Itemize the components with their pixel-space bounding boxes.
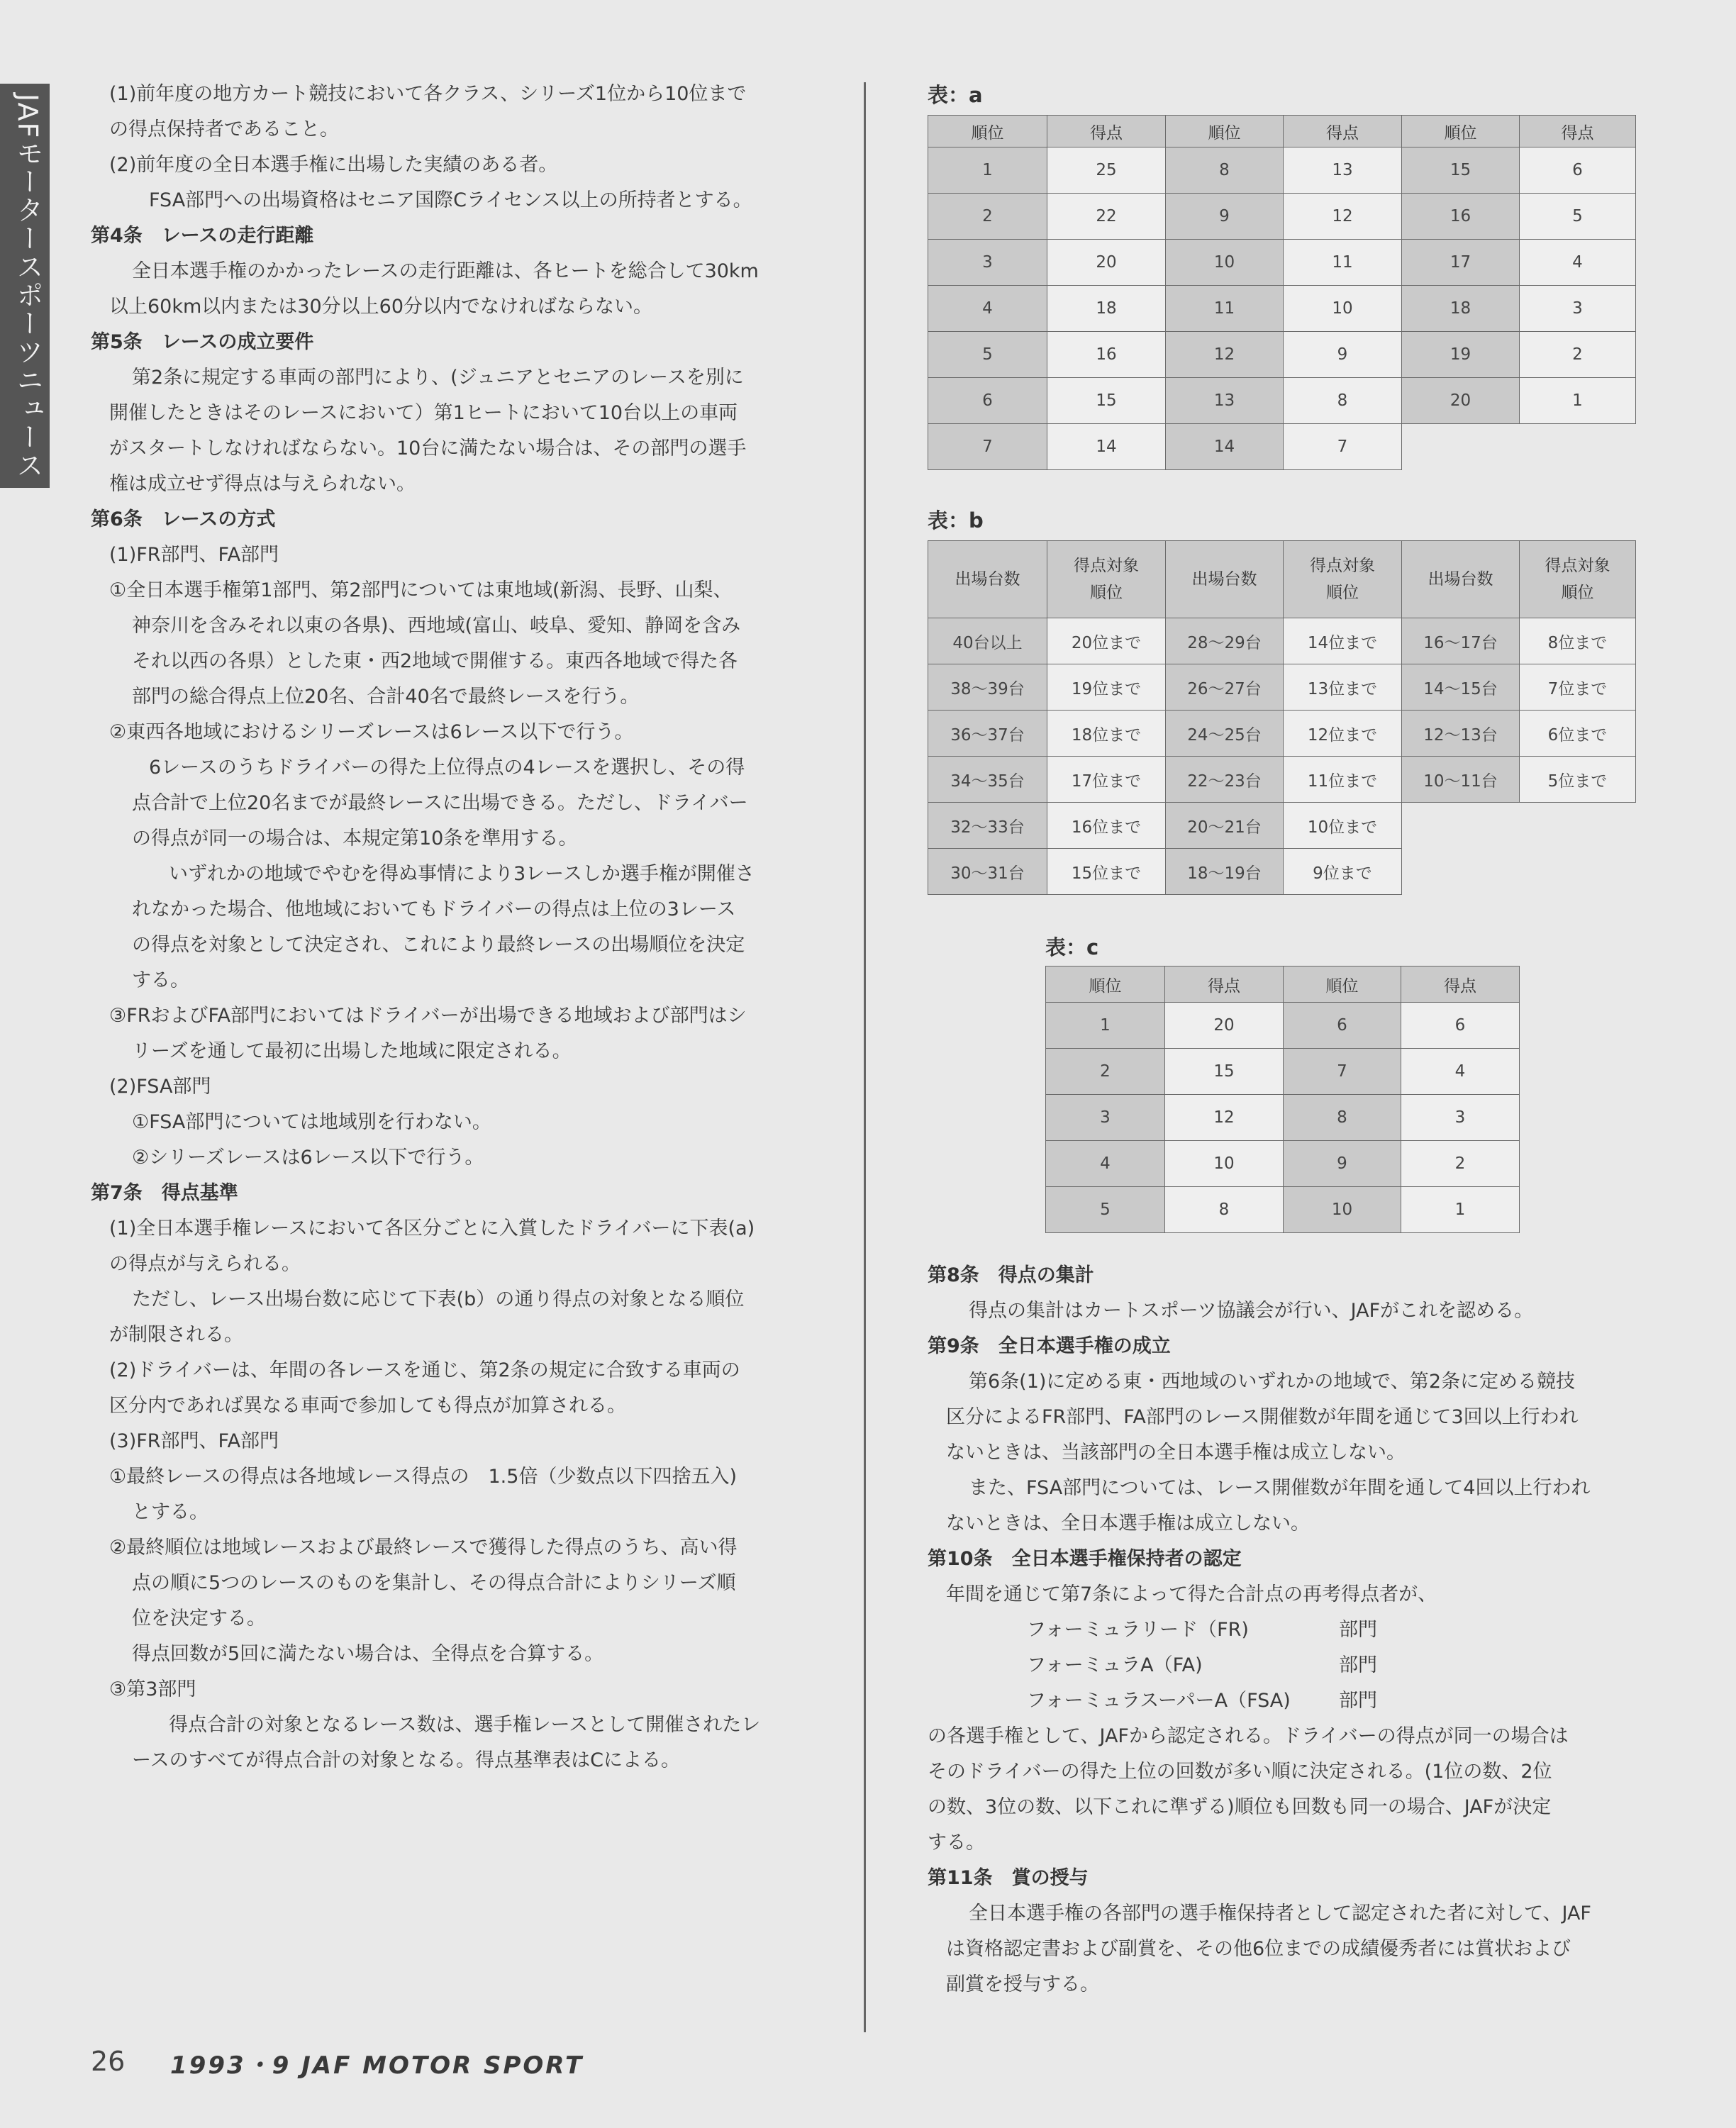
column-header: 順位: [1402, 116, 1520, 147]
table-row: [928, 378, 1636, 424]
division-suffix: 部門: [1339, 1654, 1377, 1676]
division-line: [928, 1683, 1638, 1719]
division-line: [928, 1612, 1638, 1648]
article-heading: 第9条 全日本選手権の成立: [928, 1335, 1171, 1357]
text-line: する。: [132, 969, 189, 991]
table-cell: 18: [1047, 286, 1166, 332]
table-b: [928, 540, 1636, 895]
text-line: (1)前年度の地方カート競技において各クラス、シリーズ1位から10位まで: [109, 83, 747, 105]
table-cell: 10位まで: [1284, 803, 1402, 849]
table-c: [1045, 966, 1520, 1233]
table-cell: 12: [1166, 332, 1284, 378]
column-divider: [864, 82, 866, 2032]
text-line: そのドライバーの得た上位の回数が多い順に決定される。(1位の数、2位: [928, 1761, 1552, 1783]
division-name: フォーミュラスーパーA（FSA): [1027, 1690, 1291, 1712]
column-header: 順位: [1046, 966, 1165, 1003]
table-cell: 17: [1402, 240, 1520, 286]
text-line: リーズを通して最初に出場した地域に限定される。: [132, 1040, 572, 1062]
column-header: 出場台数: [1402, 541, 1520, 618]
text-line: とする。: [132, 1501, 208, 1523]
table-cell: 2: [1046, 1049, 1165, 1095]
table-cell: 36〜37台: [928, 711, 1047, 757]
table-cell: 12: [1284, 194, 1402, 240]
article-heading: 第5条 レースの成立要件: [91, 331, 314, 353]
table-cell: 11位まで: [1284, 757, 1402, 803]
table-row: [928, 240, 1636, 286]
table-cell: 19位まで: [1047, 664, 1166, 711]
table-cell: 30〜31台: [928, 849, 1047, 895]
text-line: れなかった場合、他地域においてもドライバーの得点は上位の3レース: [132, 898, 736, 920]
text-line: FSA部門への出場資格はセニア国際Cライセンス以上の所持者とする。: [149, 189, 752, 211]
page-number: 26: [91, 2046, 126, 2077]
column-header: 得点: [1047, 116, 1166, 147]
table-cell: 11: [1284, 240, 1402, 286]
table-row: [928, 332, 1636, 378]
table-cell: 8: [1165, 1187, 1284, 1233]
table-cell: 4: [928, 286, 1047, 332]
column-header: 得点: [1520, 116, 1636, 147]
table-cell: 13位まで: [1284, 664, 1402, 711]
text-line: ースのすべてが得点合計の対象となる。得点基準表はCによる。: [132, 1749, 680, 1771]
text-line: 点合計で上位20名までが最終レースに出場できる。ただし、ドライバー: [132, 792, 748, 814]
table-cell: 9: [1166, 194, 1284, 240]
text-line: 区分によるFR部門、FA部門のレース開催数が年間を通じて3回以上行われ: [946, 1406, 1579, 1428]
table-cell: 18〜19台: [1166, 849, 1284, 895]
table-cell: 11: [1166, 286, 1284, 332]
table-row: [928, 711, 1636, 757]
text-line: 第2条に規定する車両の部門により、(ジュニアとセニアのレースを別に: [132, 367, 744, 389]
table-cell: 13: [1284, 147, 1402, 194]
text-line: の得点が与えられる。: [109, 1253, 301, 1275]
empty-cell: [1402, 803, 1520, 849]
table-cell: 20: [1402, 378, 1520, 424]
text-line: の得点を対象として決定され、これにより最終レースの出場順位を決定: [132, 934, 745, 956]
table-row: [928, 664, 1636, 711]
table-b-label: 表：b: [928, 508, 984, 533]
table-cell: 2: [1401, 1141, 1520, 1187]
table-row: [1046, 1003, 1520, 1049]
table-cell: 14位まで: [1284, 618, 1402, 664]
table-cell: 6位まで: [1520, 711, 1636, 757]
column-header: 順位: [1284, 966, 1401, 1003]
table-cell: 4: [1401, 1049, 1520, 1095]
table-row: [928, 849, 1636, 895]
division-suffix: 部門: [1339, 1619, 1377, 1641]
text-line: (2)ドライバーは、年間の各レースを通じ、第2条の規定に合致する車両の: [109, 1359, 740, 1381]
text-line: ないときは、当該部門の全日本選手権は成立しない。: [946, 1442, 1406, 1464]
magazine-title: 1993・9 JAF MOTOR SPORT: [170, 2051, 584, 2080]
table-row: [928, 618, 1636, 664]
column-header: 得点対象 順位: [1520, 541, 1636, 618]
table-cell: 15: [1047, 378, 1166, 424]
division-line: [928, 1648, 1638, 1683]
table-cell: 34〜35台: [928, 757, 1047, 803]
table-cell: 20: [1047, 240, 1166, 286]
table-cell: 4: [1046, 1141, 1165, 1187]
table-cell: 8: [1284, 378, 1402, 424]
table-cell: 10〜11台: [1402, 757, 1520, 803]
table-cell: 1: [928, 147, 1047, 194]
table-cell: 6: [1284, 1003, 1401, 1049]
table-cell: 12〜13台: [1402, 711, 1520, 757]
table-cell: 20: [1165, 1003, 1284, 1049]
table-cell: 1: [1520, 378, 1636, 424]
text-line: それ以西の各県）とした東・西2地域で開催する。東西各地域で得た各: [132, 650, 738, 672]
text-line: ②シリーズレースは6レース以下で行う。: [132, 1147, 484, 1169]
table-cell: 6: [1401, 1003, 1520, 1049]
text-line: ③FRおよびFA部門においてはドライバーが出場できる地域および部門はシ: [109, 1005, 747, 1027]
empty-cell: [1520, 424, 1636, 470]
table-row: [928, 286, 1636, 332]
table-cell: 9位まで: [1284, 849, 1402, 895]
table-cell: 18: [1402, 286, 1520, 332]
table-cell: 5: [1046, 1187, 1165, 1233]
table-cell: 2: [928, 194, 1047, 240]
table-cell: 6: [928, 378, 1047, 424]
text-line: ①最終レースの得点は各地域レース得点の 1.5倍（少数点以下四捨五入): [109, 1466, 737, 1488]
table-cell: 10: [1284, 1187, 1401, 1233]
text-line: ③第3部門: [109, 1678, 196, 1700]
table-cell: 12: [1165, 1095, 1284, 1141]
table-cell: 5: [1520, 194, 1636, 240]
text-line: 部門の総合得点上位20名、合計40名で最終レースを行う。: [132, 686, 640, 708]
table-c-label: 表：c: [1045, 935, 1099, 959]
text-line: 6レースのうちドライバーの得た上位得点の4レースを選択し、その得: [149, 757, 745, 779]
text-line: の数、3位の数、以下これに準ずる)順位も回数も同一の場合、JAFが決定: [928, 1796, 1552, 1818]
table-cell: 16: [1047, 332, 1166, 378]
article-heading: 第4条 レースの走行距離: [91, 225, 314, 247]
table-cell: 16位まで: [1047, 803, 1166, 849]
side-tab-label: JAFモータースポーツニュース: [12, 94, 43, 480]
text-line: の各選手権として、JAFから認定される。ドライバーの得点が同一の場合は: [928, 1725, 1569, 1747]
table-cell: 40台以上: [928, 618, 1047, 664]
text-line: 全日本選手権の各部門の選手権保持者として認定された者に対して、JAF: [969, 1903, 1591, 1924]
table-cell: 19: [1402, 332, 1520, 378]
text-line: ①FSA部門については地域別を行わない。: [132, 1111, 491, 1133]
table-cell: 12位まで: [1284, 711, 1402, 757]
table-cell: 18位まで: [1047, 711, 1166, 757]
text-line: ②最終順位は地域レースおよび最終レースで獲得した得点のうち、高い得: [109, 1537, 738, 1559]
text-line: ①全日本選手権第1部門、第2部門については東地域(新潟、長野、山梨、: [109, 579, 733, 601]
text-line: ないときは、全日本選手権は成立しない。: [946, 1513, 1310, 1534]
table-row: [1046, 1141, 1520, 1187]
table-cell: 7: [928, 424, 1047, 470]
division-name: フォーミュラリード（FR): [1027, 1619, 1249, 1641]
table-row: [928, 424, 1636, 470]
table-row: [1046, 1095, 1520, 1141]
empty-cell: [1402, 424, 1520, 470]
table-cell: 7: [1284, 424, 1402, 470]
table-cell: 10: [1166, 240, 1284, 286]
table-cell: 22: [1047, 194, 1166, 240]
text-line: 全日本選手権のかかったレースの走行距離は、各ヒートを総合して30km: [132, 260, 759, 282]
table-cell: 1: [1046, 1003, 1165, 1049]
text-line: (1)全日本選手権レースにおいて各区分ごとに入賞したドライバーに下表(a): [109, 1218, 755, 1240]
text-line: 神奈川を含みそれ以東の各県)、西地域(富山、岐阜、愛知、静岡を含み: [132, 615, 741, 637]
left-column-text: [91, 77, 814, 1778]
table-cell: 9: [1284, 1141, 1401, 1187]
text-line: また、FSA部門については、レース開催数が年間を通して4回以上行われ: [969, 1477, 1591, 1499]
table-cell: 20位まで: [1047, 618, 1166, 664]
table-cell: 3: [1520, 286, 1636, 332]
article-heading: 第10条 全日本選手権保持者の認定: [928, 1548, 1242, 1570]
text-line: は資格認定書および副賞を、その他6位までの成績優秀者には賞状および: [946, 1938, 1571, 1960]
table-row: [1046, 1049, 1520, 1095]
text-line: 副賞を授与する。: [946, 1973, 1099, 1995]
table-cell: 3: [928, 240, 1047, 286]
text-line: (2)前年度の全日本選手権に出場した実績のある者。: [109, 154, 558, 176]
column-header: 順位: [1166, 116, 1284, 147]
column-header: 出場台数: [928, 541, 1047, 618]
table-cell: 26〜27台: [1166, 664, 1284, 711]
table-cell: 8位まで: [1520, 618, 1636, 664]
text-line: 得点回数が5回に満たない場合は、全得点を合算する。: [132, 1643, 604, 1665]
table-cell: 38〜39台: [928, 664, 1047, 711]
table-cell: 6: [1520, 147, 1636, 194]
table-cell: 10: [1284, 286, 1402, 332]
table-cell: 3: [1046, 1095, 1165, 1141]
table-cell: 14: [1166, 424, 1284, 470]
text-line: 点の順に5つのレースのものを集計し、その得点合計によりシリーズ順: [132, 1572, 736, 1594]
text-line: 位を決定する。: [132, 1608, 266, 1630]
text-line: 年間を通じて第7条によって得た合計点の再考得点者が、: [946, 1583, 1437, 1605]
right-column-text: [928, 1258, 1638, 2002]
text-line: (2)FSA部門: [109, 1076, 211, 1098]
table-cell: 14〜15台: [1402, 664, 1520, 711]
table-cell: 8: [1284, 1095, 1401, 1141]
table-cell: 14: [1047, 424, 1166, 470]
column-header: 得点: [1401, 966, 1520, 1003]
column-header: 得点: [1284, 116, 1402, 147]
table-row: [928, 757, 1636, 803]
article-heading: 第11条 賞の授与: [928, 1867, 1089, 1889]
empty-cell: [1520, 849, 1636, 895]
text-line: 開催したときはそのレースにおいて）第1ヒートにおいて10台以上の車両: [109, 402, 738, 424]
table-row: [928, 194, 1636, 240]
column-header: 得点: [1165, 966, 1284, 1003]
table-cell: 9: [1284, 332, 1402, 378]
table-row: [928, 147, 1636, 194]
column-header: 出場台数: [1166, 541, 1284, 618]
text-line: ただし、レース出場台数に応じて下表(b）の通り得点の対象となる順位: [132, 1288, 745, 1310]
table-cell: 15: [1165, 1049, 1284, 1095]
text-line: ②東西各地域におけるシリーズレースは6レース以下で行う。: [109, 721, 634, 743]
table-a-label: 表：a: [928, 83, 983, 107]
table-cell: 7: [1284, 1049, 1401, 1095]
table-cell: 3: [1401, 1095, 1520, 1141]
text-line: (3)FR部門、FA部門: [109, 1430, 279, 1452]
text-line: 以上60km以内または30分以上60分以内でなければならない。: [109, 296, 653, 318]
column-header: 得点対象 順位: [1047, 541, 1166, 618]
division-suffix: 部門: [1339, 1690, 1377, 1712]
table-cell: 7位まで: [1520, 664, 1636, 711]
empty-cell: [1520, 803, 1636, 849]
table-row: [1046, 1187, 1520, 1233]
table-cell: 15: [1402, 147, 1520, 194]
table-cell: 24〜25台: [1166, 711, 1284, 757]
text-line: の得点保持者であること。: [109, 118, 339, 140]
table-cell: 5位まで: [1520, 757, 1636, 803]
text-line: する。: [928, 1832, 985, 1854]
article-heading: 第7条 得点基準: [91, 1182, 238, 1204]
empty-cell: [1402, 849, 1520, 895]
table-cell: 2: [1520, 332, 1636, 378]
table-cell: 13: [1166, 378, 1284, 424]
table-cell: 15位まで: [1047, 849, 1166, 895]
text-line: が制限される。: [109, 1324, 243, 1346]
section-side-tab: [0, 84, 50, 488]
text-line: 第6条(1)に定める東・西地域のいずれかの地域で、第2条に定める競技: [969, 1371, 1576, 1393]
text-line: がスタートしなければならない。10台に満たない場合は、その部門の選手: [109, 438, 747, 459]
table-a: [928, 115, 1636, 470]
text-line: いずれかの地域でやむを得ぬ事情により3レースしか選手権が開催さ: [169, 863, 755, 885]
table-cell: 17位まで: [1047, 757, 1166, 803]
table-cell: 10: [1165, 1141, 1284, 1187]
table-cell: 16: [1402, 194, 1520, 240]
table-cell: 16〜17台: [1402, 618, 1520, 664]
table-cell: 28〜29台: [1166, 618, 1284, 664]
text-line: 権は成立せず得点は与えられない。: [109, 473, 416, 495]
text-line: 区分内であれば異なる車両で参加しても得点が加算される。: [109, 1395, 626, 1417]
table-cell: 8: [1166, 147, 1284, 194]
table-row: [928, 803, 1636, 849]
text-line: 得点の集計はカートスポーツ協議会が行い、JAFがこれを認める。: [969, 1300, 1534, 1322]
table-cell: 5: [928, 332, 1047, 378]
table-cell: 1: [1401, 1187, 1520, 1233]
column-header: 順位: [928, 116, 1047, 147]
text-line: (1)FR部門、FA部門: [109, 544, 279, 566]
article-heading: 第6条 レースの方式: [91, 508, 276, 530]
text-line: の得点が同一の場合は、本規定第10条を準用する。: [132, 828, 578, 849]
table-cell: 4: [1520, 240, 1636, 286]
article-heading: 第8条 得点の集計: [928, 1264, 1094, 1286]
table-cell: 22〜23台: [1166, 757, 1284, 803]
table-cell: 25: [1047, 147, 1166, 194]
column-header: 得点対象 順位: [1284, 541, 1402, 618]
table-cell: 32〜33台: [928, 803, 1047, 849]
division-name: フォーミュラA（FA): [1027, 1654, 1203, 1676]
text-line: 得点合計の対象となるレース数は、選手権レースとして開催されたレ: [169, 1714, 761, 1736]
table-cell: 20〜21台: [1166, 803, 1284, 849]
